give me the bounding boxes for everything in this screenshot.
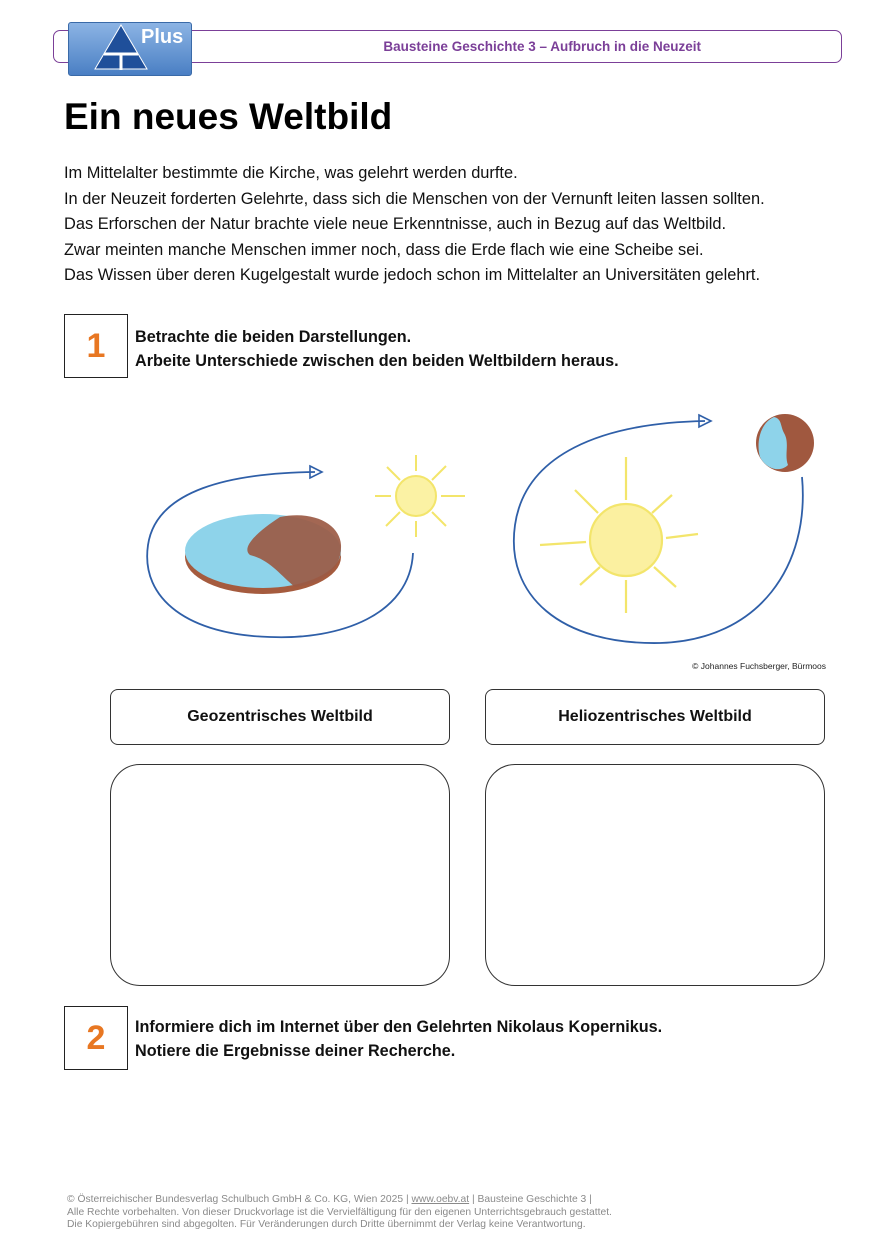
round-earth — [756, 414, 814, 472]
intro-line: Zwar meinten manche Menschen immer noch, dass die Erde flach wie eine Scheibe sei. — [64, 240, 704, 259]
intro-line: Das Wissen über deren Kugelgestalt wurde jedoch schon im Mittelalter an Universitäten gelehrt. — [64, 266, 761, 285]
large-sun — [540, 457, 698, 613]
heliocentric-answer-box[interactable] — [485, 764, 825, 986]
intro-line: Im Mittelalter bestimmte die Kirche, was gelehrt werden durfte. — [64, 164, 518, 182]
publisher-logo — [68, 22, 192, 76]
intro-line: Das Erforschen der Natur brachte viele neue Erkenntnisse, auch in Bezug auf das Weltbild. — [64, 215, 727, 234]
footer-series: | Bausteine Geschichte 3 | — [469, 1194, 592, 1205]
geocentric-answer-box[interactable] — [110, 764, 450, 986]
footer-line-1 — [67, 1194, 612, 1207]
geocentric-drawing — [147, 455, 465, 637]
footer — [67, 1194, 612, 1232]
footer-line-3: Die Kopiergebühren sind abgegolten. Für Veränderungen durch Dritte übernimmt der Verlag keine Verantwortung. — [67, 1219, 586, 1231]
task-2-instructions — [135, 1015, 662, 1063]
heliocentric-label: Heliozentrisches Weltbild — [485, 689, 825, 745]
page-title: Ein neues Weltbild — [64, 96, 393, 137]
logo-text: Plus — [141, 26, 184, 48]
series-title: Bausteine Geschichte 3 – Aufbruch in die Neuzeit — [383, 39, 701, 54]
task-1-instructions — [135, 325, 619, 373]
task-2-line-1: Informiere dich im Internet über den Gelehrten Nikolaus Kopernikus. — [135, 1018, 663, 1036]
small-sun — [375, 455, 465, 537]
heliocentric-drawing — [514, 414, 814, 643]
task-2-line-2: Notiere die Ergebnisse deiner Recherche. — [135, 1042, 456, 1060]
intro-text — [64, 161, 854, 289]
worldview-illustration — [120, 395, 840, 660]
task-number-1: 1 — [64, 314, 128, 378]
footer-copyright: © Österreichischer Bundesverlag Schulbuch GmbH & Co. KG, Wien 2025 | — [67, 1194, 412, 1205]
illustration-credit: © Johannes Fuchsberger, Bürmoos — [692, 661, 826, 671]
intro-line: In der Neuzeit forderten Gelehrte, dass sich die Menschen von der Vernunft leiten lassen sollten. — [64, 189, 765, 208]
task-1-line-1: Betrachte die beiden Darstellungen. — [135, 328, 412, 346]
footer-line-2: Alle Rechte vorbehalten. Von dieser Druckvorlage ist die Vervielfältigung für den eigenen Unterrichtsgebrauch gestattet. — [67, 1206, 612, 1218]
publisher-link[interactable]: www.oebv.at — [411, 1194, 470, 1205]
geocentric-label: Geozentrisches Weltbild — [110, 689, 450, 745]
task-1-line-2: Arbeite Unterschiede zwischen den beiden Weltbildern heraus. — [135, 352, 619, 370]
task-number-2: 2 — [64, 1006, 128, 1070]
